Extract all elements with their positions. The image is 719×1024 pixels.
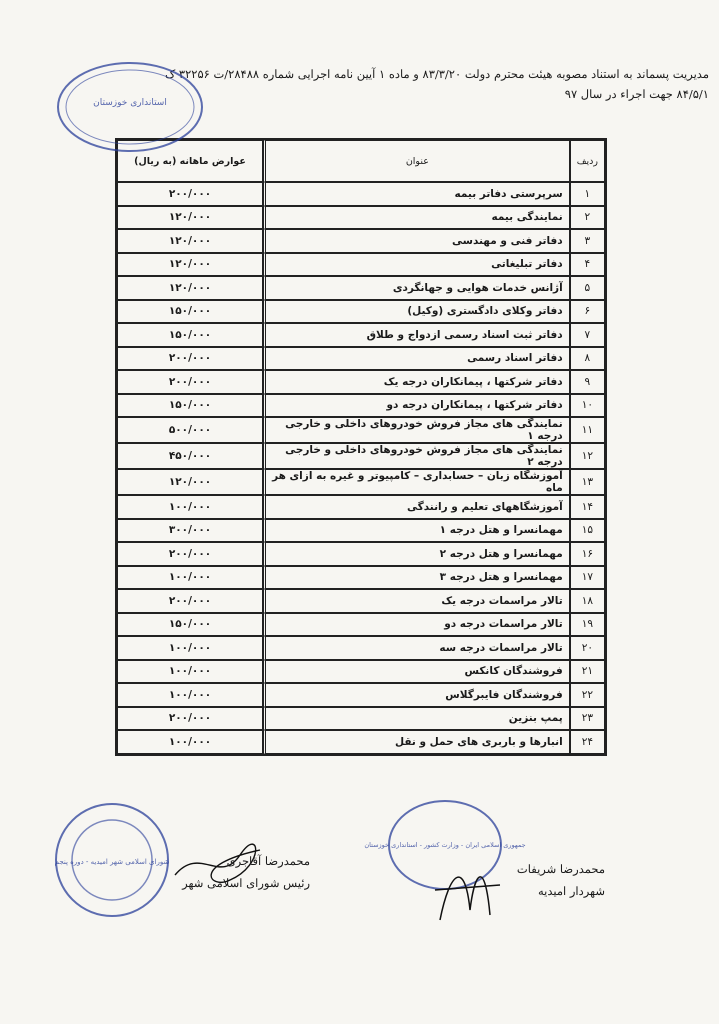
- row-number: ۱۱: [570, 417, 605, 443]
- row-value: ۲۰۰/۰۰۰: [117, 707, 263, 731]
- row-title: نمایندگی های مجاز فروش خودروهای داخلی و خارجی درجه ۲: [263, 443, 570, 469]
- table-row: [117, 229, 605, 253]
- row-value: ۱۲۰/۰۰۰: [117, 229, 263, 253]
- row-title: دفاتر شرکتها ، پیمانکاران درجه یک: [263, 370, 570, 394]
- row-number: ۲۱: [570, 660, 605, 684]
- row-number: ۲۴: [570, 730, 605, 754]
- row-title: نمایندگی بیمه: [263, 206, 570, 230]
- signer-role-right: شهردار امیدیه: [537, 884, 605, 898]
- signature-right: [490, 858, 605, 902]
- stamp-top-left: [55, 60, 205, 155]
- row-number: ۱۶: [570, 542, 605, 566]
- row-number: ۴: [570, 253, 605, 277]
- table-row: [117, 519, 605, 543]
- row-value: ۲۰۰/۰۰۰: [117, 182, 263, 206]
- row-number: ۷: [570, 323, 605, 347]
- row-title: دفاتر فنی و مهندسی: [263, 229, 570, 253]
- row-value: ۱۲۰/۰۰۰: [117, 253, 263, 277]
- svg-text:جمهوری اسلامی ایران - وزارت کش: جمهوری اسلامی ایران - وزارت کشور - استانداری خوزستان: [364, 841, 526, 849]
- row-title: انبارها و باربری های حمل و نقل: [263, 730, 570, 754]
- row-number: ۱۸: [570, 589, 605, 613]
- row-value: ۱۰۰/۰۰۰: [117, 683, 263, 707]
- table-row: [117, 566, 605, 590]
- row-value: ۱۰۰/۰۰۰: [117, 730, 263, 754]
- row-value: ۱۰۰/۰۰۰: [117, 660, 263, 684]
- signer-name-left: محمدرضا آقاجری: [226, 854, 310, 868]
- row-title: دفاتر وکلای دادگستری (وکیل): [263, 300, 570, 324]
- row-value: ۲۰۰/۰۰۰: [117, 370, 263, 394]
- row-value: ۱۲۰/۰۰۰: [117, 206, 263, 230]
- row-value: ۲۰۰/۰۰۰: [117, 347, 263, 371]
- fees-table: [115, 138, 607, 756]
- row-number: ۱: [570, 182, 605, 206]
- table-row: [117, 347, 605, 371]
- row-value: ۲۰۰/۰۰۰: [117, 542, 263, 566]
- row-number: ۹: [570, 370, 605, 394]
- row-value: ۵۰۰/۰۰۰: [117, 417, 263, 443]
- row-title: آموزشگاههای تعلیم و رانندگی: [263, 495, 570, 519]
- row-number: ۱۹: [570, 613, 605, 637]
- table-row: [117, 542, 605, 566]
- row-title: مهمانسرا و هتل درجه ۳: [263, 566, 570, 590]
- row-title: دفاتر شرکتها ، پیمانکاران درجه دو: [263, 394, 570, 418]
- row-title: مهمانسرا و هتل درجه ۲: [263, 542, 570, 566]
- row-number: ۶: [570, 300, 605, 324]
- row-title: آژانس خدمات هوایی و جهانگردی: [263, 276, 570, 300]
- signature-left: [180, 850, 310, 894]
- row-number: ۱۷: [570, 566, 605, 590]
- row-title: دفاتر تبلیغاتی: [263, 253, 570, 277]
- row-title: پمپ بنزین: [263, 707, 570, 731]
- row-number: ۲۲: [570, 683, 605, 707]
- row-value: ۱۵۰/۰۰۰: [117, 300, 263, 324]
- row-title: دفاتر اسناد رسمی: [263, 347, 570, 371]
- table-row: [117, 443, 605, 469]
- row-value: ۱۵۰/۰۰۰: [117, 394, 263, 418]
- stamp-council: [52, 800, 172, 920]
- row-number: ۲۰: [570, 636, 605, 660]
- row-number: ۱۲: [570, 443, 605, 469]
- row-title: تالار مراسمات درجه یک: [263, 589, 570, 613]
- table-row: [117, 323, 605, 347]
- row-title: سرپرستی دفاتر بیمه: [263, 182, 570, 206]
- header-value: عوارض ماهانه (به ریال): [117, 140, 263, 182]
- row-title: نمایندگی های مجاز فروش خودروهای داخلی و خارجی درجه ۱: [263, 417, 570, 443]
- table-row: [117, 613, 605, 637]
- table-row: [117, 394, 605, 418]
- signer-name-right: محمدرضا شریفات: [516, 862, 605, 876]
- table-row: [117, 707, 605, 731]
- table-row: [117, 300, 605, 324]
- table-row: [117, 636, 605, 660]
- signer-role-left: رئیس شورای اسلامی شهر: [182, 876, 310, 890]
- row-value: ۱۲۰/۰۰۰: [117, 469, 263, 495]
- row-number: ۱۴: [570, 495, 605, 519]
- table-row: [117, 589, 605, 613]
- row-number: ۲: [570, 206, 605, 230]
- row-title: تالار مراسمات درجه دو: [263, 613, 570, 637]
- header-title: عنوان: [263, 140, 570, 182]
- row-value: ۱۰۰/۰۰۰: [117, 566, 263, 590]
- table-row: [117, 417, 605, 443]
- table-row: [117, 730, 605, 754]
- row-number: ۲۳: [570, 707, 605, 731]
- table-row: [117, 206, 605, 230]
- row-number: ۸: [570, 347, 605, 371]
- table-row: [117, 182, 605, 206]
- row-title: فروشندگان فایبرگلاس: [263, 683, 570, 707]
- row-number: ۱۳: [570, 469, 605, 495]
- intro-line-1: مدیریت پسماند به استناد مصوبه هیئت محترم دولت ۸۳/۳/۲۰ و ماده ۱ آیین نامه اجرایی شماره ۲۸۴۸۸/ت ۳۲۲۵۶ ک: [164, 67, 709, 81]
- table-row: [117, 469, 605, 495]
- svg-text:استانداری خوزستان: استانداری خوزستان: [93, 98, 167, 108]
- row-title: تالار مراسمات درجه سه: [263, 636, 570, 660]
- row-number: ۵: [570, 276, 605, 300]
- table-row: [117, 253, 605, 277]
- table-row: [117, 276, 605, 300]
- row-value: ۲۰۰/۰۰۰: [117, 589, 263, 613]
- row-title: فروشندگان کانکس: [263, 660, 570, 684]
- row-title: آموزشگاه زبان – حسابداری – کامپیوتر و غیره به ازای هر ماه: [263, 469, 570, 495]
- row-value: ۱۵۰/۰۰۰: [117, 323, 263, 347]
- row-value: ۱۰۰/۰۰۰: [117, 495, 263, 519]
- row-value: ۱۵۰/۰۰۰: [117, 613, 263, 637]
- row-title: مهمانسرا و هتل درجه ۱: [263, 519, 570, 543]
- row-value: ۱۰۰/۰۰۰: [117, 636, 263, 660]
- row-number: ۱۵: [570, 519, 605, 543]
- row-value: ۱۲۰/۰۰۰: [117, 276, 263, 300]
- row-number: ۱۰: [570, 394, 605, 418]
- table-row: [117, 683, 605, 707]
- svg-text:شورای اسلامی شهر امیدیه - دوره: شورای اسلامی شهر امیدیه - دوره پنجم: [54, 858, 170, 866]
- table-row: [117, 370, 605, 394]
- table-row: [117, 660, 605, 684]
- table-row: [117, 495, 605, 519]
- row-value: ۴۵۰/۰۰۰: [117, 443, 263, 469]
- intro-line-2: ۸۴/۵/۱ جهت اجراء در سال ۹۷: [564, 87, 709, 101]
- row-value: ۳۰۰/۰۰۰: [117, 519, 263, 543]
- row-title: دفاتر ثبت اسناد رسمی ازدواج و طلاق: [263, 323, 570, 347]
- row-number: ۳: [570, 229, 605, 253]
- header-row-number: ردیف: [570, 140, 605, 182]
